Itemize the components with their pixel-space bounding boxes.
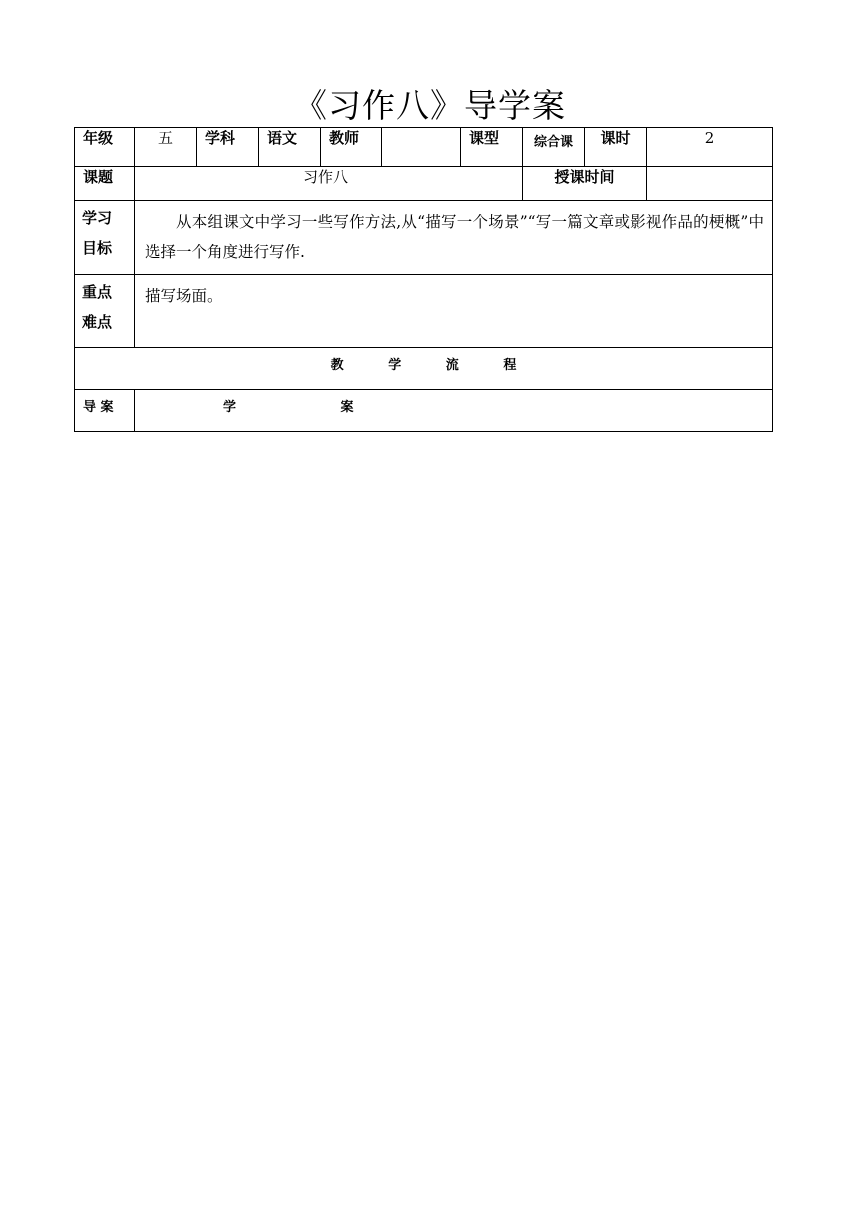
goals-label: [75, 201, 135, 275]
focus-label-line1: 重点: [82, 283, 113, 301]
focus-label: [75, 275, 135, 348]
subject-label: 学科: [197, 128, 259, 167]
flow-char: 学: [388, 358, 402, 373]
goals-label-line1: 学习: [82, 209, 113, 227]
time-value: [647, 167, 773, 201]
row-topic: [75, 167, 773, 201]
topic-value: 习作八: [135, 167, 523, 201]
flow-header: [75, 348, 773, 390]
guide-label: 导 案: [75, 390, 135, 432]
focus-text: 描写场面。: [135, 275, 773, 348]
grade-label: 年级: [75, 128, 135, 167]
flow-char: 流: [445, 358, 459, 373]
study-char: 学: [223, 400, 237, 415]
flow-char: 教: [330, 358, 344, 373]
focus-label-line2: 难点: [82, 313, 113, 331]
row-focus: [75, 275, 773, 348]
goals-text: 从本组课文中学习一些写作方法,从“描写一个场景”“写一篇文章或影视作品的梗概”中选择一个角度进行写作.: [135, 201, 773, 275]
topic-label: 课题: [75, 167, 135, 201]
lesson-plan-table: [74, 127, 773, 432]
document-title: 《习作八》导学案: [294, 86, 566, 125]
type-value: 综合课: [523, 128, 585, 167]
goals-label-line2: 目标: [82, 239, 113, 257]
grade-value: 五: [135, 128, 197, 167]
hours-label: 课时: [585, 128, 647, 167]
teacher-value: [382, 128, 461, 167]
row-flow-header: [75, 348, 773, 390]
study-header: [135, 390, 773, 432]
teacher-label: 教师: [321, 128, 382, 167]
row-goals: [75, 201, 773, 275]
row-guide: [75, 390, 773, 432]
row-basic-info: [75, 128, 773, 167]
time-label: 授课时间: [523, 167, 647, 201]
flow-char: 程: [503, 358, 517, 373]
study-char: 案: [340, 400, 354, 415]
subject-value: 语文: [259, 128, 321, 167]
hours-value: 2: [647, 128, 773, 167]
type-label: 课型: [461, 128, 523, 167]
